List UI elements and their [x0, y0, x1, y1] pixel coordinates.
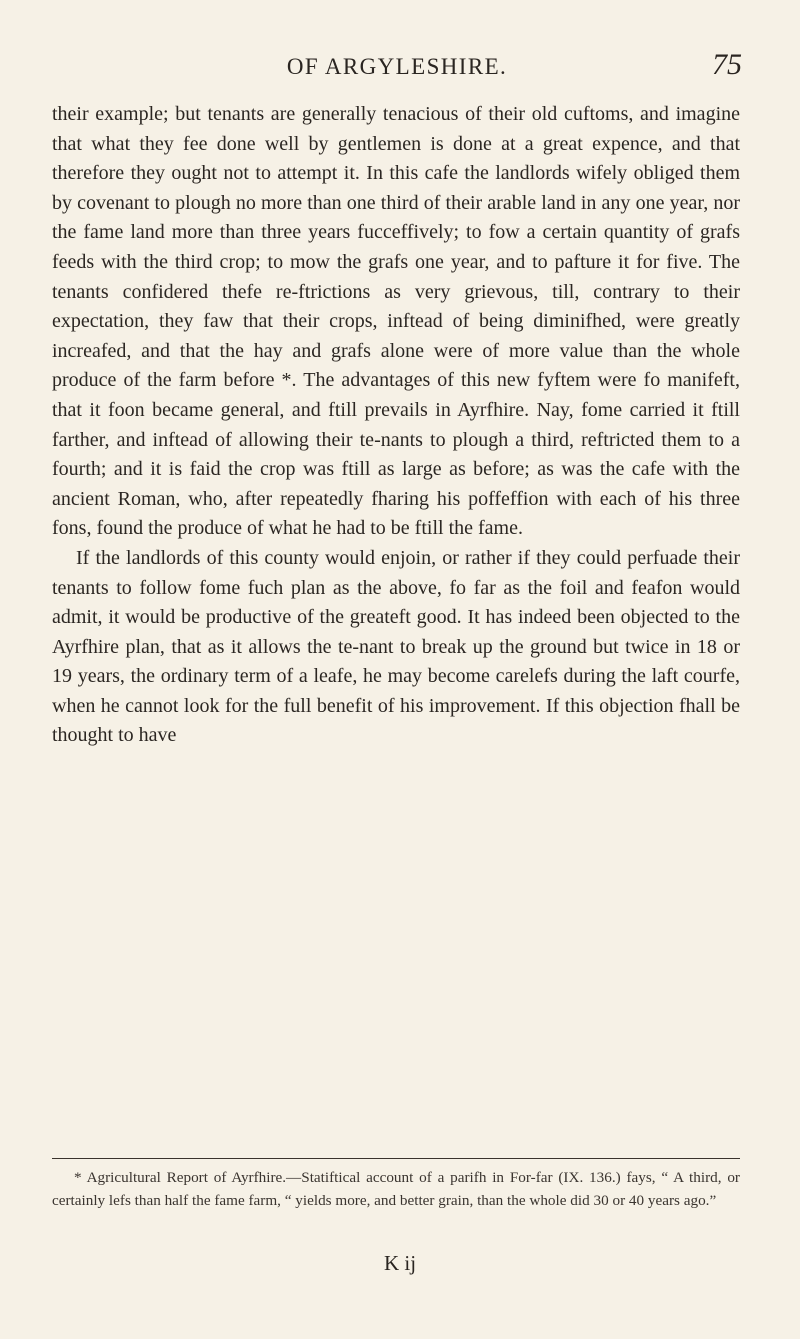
page-number: 75 — [712, 48, 742, 81]
signature-mark: K ij — [383, 1251, 417, 1275]
body-text — [52, 100, 740, 751]
running-head — [52, 48, 742, 88]
paragraph-1: their example; but tenants are generally tenacious of their old cuftoms, and imagine that what they fee done well by gentlemen is done at a great expence, and that therefore they ought not to attempt it. In this cafe the landlords wifely obliged them by covenant to plough no more than one third of their arable land in any one year, nor the fame land more than three years fucceffively; to fow a certain quantity of grafs feeds with the third crop; to mow the grafs one year, and to pafture it for five. The tenants confidered thefe re-ftrictions as very grievous, till, contrary to their expectation, they faw that their crops, inftead of being diminifhed, were greatly increafed, and that the hay and grafs alone were of more value than the whole produce of the farm before *. The advantages of this new fyftem were fo manifeft, that it foon became general, and ftill prevails in Ayrfhire. Nay, fome carried it ftill farther, and inftead of allowing their te-nants to plough a third, reftricted them to a fourth; and it is faid the crop was ftill as large as before; as was the cafe with the ancient Roman, who, after repeatedly fharing his poffeffion with each of his three fons, found the produce of what he had to be ftill the fame. — [52, 103, 740, 540]
running-title: OF ARGYLESHIRE. — [286, 54, 508, 79]
footnote-rule — [52, 1158, 740, 1159]
paragraph-2: If the landlords of this county would enjoin, or rather if they could perfuade their tenants to follow fome fuch plan as the above, fo far as the foil and feafon would admit, it would be productive of the greateft good. It has indeed been objected to the Ayrfhire plan, that as it allows the te-nant to break up the ground but twice in 18 or 19 years, the ordinary term of a leafe, he may become carelefs during the laft courfe, when he cannot look for the full benefit of his improvement. If this objection fhall be thought to have — [52, 546, 740, 747]
footnote: * Agricultural Report of Ayrfhire.—Statiftical account of a parifh in For-far (IX. 136.) fays, “ A third, or certainly lefs than half the fame farm, “ yields more, and better grain, than the whole did 30 or 40 years ago.” — [52, 1169, 740, 1209]
